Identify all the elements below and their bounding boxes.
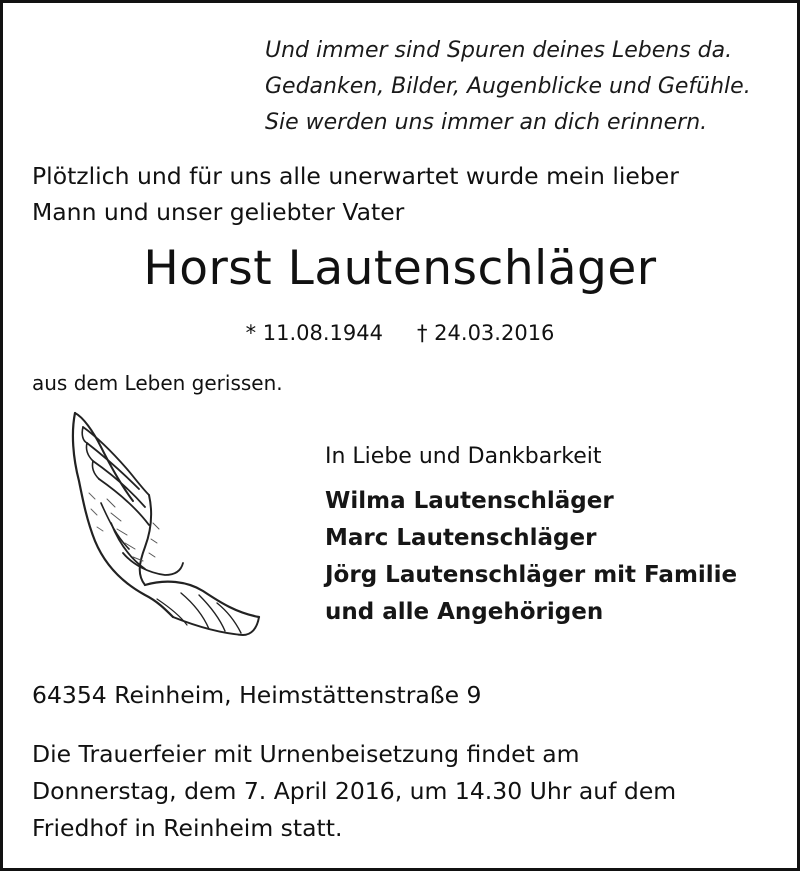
death-date: † 24.03.2016 — [417, 321, 555, 345]
thanks-line: In Liebe und Dankbarkeit — [325, 444, 602, 469]
ceremony-info — [32, 736, 676, 847]
family-member: Marc Lautenschläger — [325, 525, 597, 551]
torn-away-text: aus dem Leben gerissen. — [32, 371, 283, 395]
life-dates — [3, 316, 797, 350]
intro-line: Mann und unser geliebter Vater — [32, 198, 405, 226]
verse-line: Sie werden uns immer an dich erinnern. — [265, 110, 708, 135]
ceremony-line: Die Trauerfeier mit Urnenbeisetzung findet am — [32, 740, 580, 768]
intro-line: Plötzlich und für uns alle unerwartet wurde mein lieber — [32, 162, 679, 190]
birth-date: * 11.08.1944 — [245, 321, 383, 345]
ceremony-line: Friedhof in Reinheim statt. — [32, 814, 343, 842]
verse-line: Gedanken, Bilder, Augenblicke und Gefühle. — [265, 74, 751, 99]
verse-line: Und immer sind Spuren deines Lebens da. — [265, 38, 733, 63]
ceremony-line: Donnerstag, dem 7. April 2016, um 14.30 Uhr auf dem — [32, 777, 677, 805]
deceased-name: Horst Lautenschläger — [143, 241, 657, 296]
family-address: 64354 Reinheim, Heimstättenstraße 9 — [32, 681, 482, 709]
family-member: Jörg Lautenschläger mit Familie — [325, 562, 738, 588]
family-member: Wilma Lautenschläger — [325, 488, 614, 514]
memorial-verse — [265, 33, 751, 141]
intro-text — [32, 158, 679, 230]
family-member: und alle Angehörigen — [325, 599, 604, 625]
family-block — [325, 439, 737, 631]
praying-hands-icon — [53, 403, 268, 643]
